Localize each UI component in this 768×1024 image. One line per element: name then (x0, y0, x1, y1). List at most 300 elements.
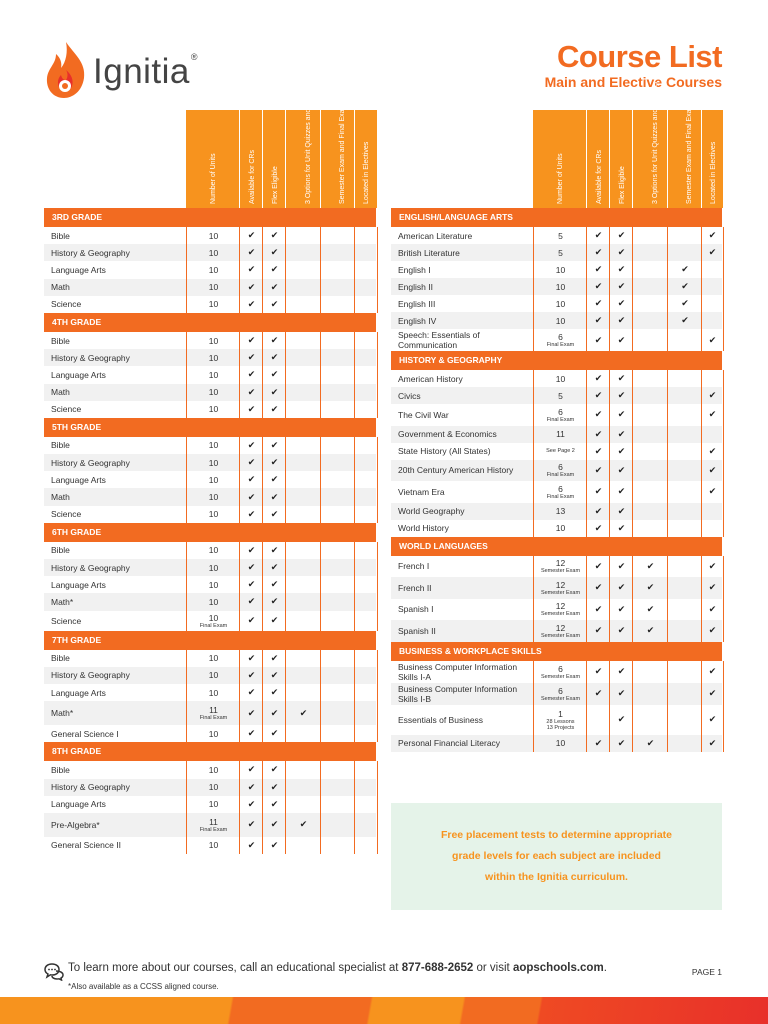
check-cell (239, 611, 263, 631)
units-value: 11 (556, 429, 565, 439)
units-value: 10 (208, 670, 219, 681)
check-cell (586, 295, 610, 312)
units-value: 10 (555, 264, 566, 275)
checkmark-icon: ✔ (594, 486, 603, 497)
check-cell (262, 506, 286, 523)
check-cell (320, 244, 355, 261)
check-cell (632, 735, 668, 752)
check-cell (262, 611, 286, 631)
course-row (44, 813, 376, 837)
checkmark-icon: ✔ (708, 737, 717, 748)
checkmark-icon: ✔ (270, 764, 279, 775)
course-row (44, 471, 376, 488)
check-cell (586, 705, 610, 735)
checkmark-icon: ✔ (270, 508, 279, 519)
section-header: WORLD LANGUAGES (391, 537, 722, 556)
check-cell (667, 278, 702, 295)
check-cell (354, 667, 378, 684)
checkmark-icon: ✔ (299, 819, 308, 830)
check-cell (586, 661, 610, 683)
check-cell (667, 387, 702, 404)
check-cell (354, 542, 378, 559)
check-cell (285, 725, 321, 742)
units-cell (186, 559, 240, 576)
check-cell (239, 401, 263, 418)
units-cell (186, 261, 240, 278)
check-cell (701, 481, 724, 503)
checkmark-icon: ✔ (270, 669, 279, 680)
check-cell (632, 556, 668, 578)
check-cell (667, 227, 702, 244)
units-cell (533, 295, 587, 312)
check-cell (354, 279, 378, 296)
check-cell (609, 460, 633, 482)
check-cell (285, 559, 321, 576)
course-name: Speech: Essentials of Communication (398, 330, 480, 350)
checkmark-icon: ✔ (270, 439, 279, 450)
check-cell (262, 813, 286, 837)
check-cell (632, 387, 668, 404)
checkmark-icon: ✔ (270, 403, 279, 414)
check-cell (632, 683, 668, 705)
units-cell (533, 404, 587, 426)
check-cell (239, 559, 263, 576)
course-row (44, 437, 376, 454)
units-cell (533, 387, 587, 404)
checkmark-icon: ✔ (594, 560, 603, 571)
course-name: Math (51, 387, 70, 398)
checkmark-icon: ✔ (617, 315, 626, 325)
course-name: General Science II (51, 840, 121, 851)
check-cell (262, 779, 286, 796)
units-cell (186, 796, 240, 813)
units-cell (533, 620, 587, 642)
check-cell (667, 705, 702, 735)
checkmark-icon: ✔ (594, 522, 603, 533)
check-cell (354, 349, 378, 366)
brand-name: Ignitia® (93, 52, 199, 91)
course-row (391, 460, 722, 482)
check-cell (285, 349, 321, 366)
check-cell (262, 244, 286, 261)
check-cell (320, 611, 355, 631)
units-value: 12 (555, 601, 566, 612)
check-cell (609, 404, 633, 426)
units-cell (533, 520, 587, 537)
check-cell (285, 796, 321, 813)
check-cell (262, 279, 286, 296)
check-cell (239, 261, 263, 278)
units-cell (186, 401, 240, 418)
checkmark-icon: ✔ (594, 315, 603, 325)
check-cell (320, 349, 355, 366)
checkmark-icon: ✔ (617, 505, 626, 516)
checkmark-icon: ✔ (708, 334, 717, 345)
check-cell (354, 779, 378, 796)
course-name: Science (51, 404, 82, 415)
units-cell (186, 779, 240, 796)
units-value: 10 (555, 281, 566, 292)
check-cell (609, 599, 633, 621)
check-cell (262, 401, 286, 418)
check-cell (701, 443, 724, 460)
course-name: Language Arts (51, 264, 106, 275)
check-cell (262, 454, 286, 471)
check-cell (609, 312, 633, 329)
course-row (44, 611, 376, 631)
course-name: Science (51, 299, 82, 310)
check-cell (586, 244, 610, 261)
check-cell (701, 460, 724, 482)
course-name: Business Computer Information Skills I-A (398, 661, 518, 682)
check-cell (632, 370, 668, 387)
checkmark-icon: ✔ (247, 386, 256, 397)
check-cell (239, 227, 263, 244)
check-cell (632, 481, 668, 503)
check-cell (262, 684, 286, 701)
checkmark-icon: ✔ (247, 562, 256, 573)
column-header: Flex Eligible (262, 110, 286, 208)
checkmark-icon: ✔ (247, 369, 256, 380)
column-header: Number of Units (533, 110, 586, 208)
course-name: History & Geography (51, 782, 130, 793)
check-cell (632, 426, 668, 443)
units-cell (186, 761, 240, 778)
units-cell (186, 296, 240, 313)
check-cell (354, 611, 378, 631)
column-header: Semester Exam and Final Exam (667, 110, 702, 208)
course-name: Science (51, 509, 82, 520)
course-row (44, 667, 376, 684)
course-row (44, 796, 376, 813)
course-row (44, 837, 376, 854)
course-name: English III (398, 298, 436, 309)
check-cell (667, 503, 702, 520)
check-cell (239, 813, 263, 837)
website-link[interactable]: aopschools.com (512, 962, 604, 974)
checkmark-icon: ✔ (617, 281, 626, 291)
title-main: Course List (556, 39, 722, 74)
units-value: 10 (208, 612, 219, 623)
checkmark-icon: ✔ (617, 464, 626, 475)
check-cell (285, 488, 321, 505)
check-cell (609, 503, 633, 520)
check-cell (701, 312, 724, 329)
check-cell (320, 384, 355, 401)
checkmark-icon: ✔ (617, 522, 626, 533)
checkmark-icon: ✔ (594, 390, 603, 400)
check-cell (701, 705, 724, 735)
check-cell (354, 488, 378, 505)
course-row (44, 279, 376, 296)
footer-stripe (0, 997, 768, 1024)
course-name: English I (398, 264, 431, 275)
units-note: Semester Exam (540, 589, 581, 596)
course-name: Government & Economics (398, 429, 497, 439)
check-cell (667, 329, 702, 351)
check-cell (239, 296, 263, 313)
checkmark-icon: ✔ (270, 230, 279, 241)
check-cell (262, 667, 286, 684)
units-cell (186, 488, 240, 505)
checkmark-icon: ✔ (594, 247, 603, 257)
checkmark-icon: ✔ (617, 666, 626, 676)
units-cell (533, 599, 587, 621)
check-cell (239, 471, 263, 488)
check-cell (586, 404, 610, 426)
check-cell (667, 244, 702, 261)
checkmark-icon: ✔ (247, 247, 256, 258)
units-value: 10 (208, 562, 219, 573)
checkmark-icon: ✔ (270, 369, 279, 380)
check-cell (701, 370, 724, 387)
course-row (44, 454, 376, 471)
course-name: Vietnam Era (398, 486, 445, 497)
course-row (391, 661, 722, 683)
checkmark-icon: ✔ (708, 714, 717, 724)
units-value: 10 (555, 738, 566, 748)
course-row (391, 683, 722, 705)
check-cell (632, 705, 668, 735)
checkmark-icon: ✔ (270, 798, 279, 809)
course-name: Spanish II (398, 625, 436, 636)
units-note: Final Exam (199, 622, 228, 629)
units-cell (533, 577, 587, 599)
check-cell (239, 701, 263, 725)
course-name: English IV (398, 315, 437, 326)
units-value: 12 (555, 558, 566, 569)
column-header: Semester Exam and Final Exam (320, 110, 355, 208)
check-cell (320, 761, 355, 778)
units-cell (186, 593, 240, 610)
course-name: Spanish I (398, 604, 434, 615)
checkmark-icon: ✔ (270, 491, 279, 502)
check-cell (701, 404, 724, 426)
check-cell (239, 279, 263, 296)
checkmark-icon: ✔ (617, 230, 626, 240)
course-row (391, 705, 722, 735)
units-value: 10 (208, 299, 219, 310)
checkmark-icon: ✔ (708, 486, 717, 497)
units-value: 10 (208, 440, 219, 451)
course-row (44, 761, 376, 778)
units-value: 10 (555, 523, 566, 533)
checkmark-icon: ✔ (270, 544, 279, 555)
column-header: Available for CRs (586, 110, 610, 208)
check-cell (239, 244, 263, 261)
checkmark-icon: ✔ (594, 409, 603, 420)
ccss-footnote: *Also available as a CCSS aligned course. (68, 982, 219, 991)
check-cell (320, 261, 355, 278)
check-cell (320, 437, 355, 454)
phone-number[interactable]: 877-688-2652 (401, 962, 474, 974)
checkmark-icon: ✔ (247, 544, 256, 555)
units-cell (533, 503, 587, 520)
check-cell (667, 370, 702, 387)
check-cell (701, 683, 724, 705)
check-cell (586, 329, 610, 351)
units-cell (186, 684, 240, 701)
checkmark-icon: ✔ (247, 687, 256, 698)
check-cell (320, 593, 355, 610)
units-value: 10 (208, 687, 219, 698)
course-name: History & Geography (51, 352, 130, 363)
check-cell (239, 542, 263, 559)
check-cell (609, 227, 633, 244)
course-name: Pre-Algebra* (51, 819, 100, 830)
column-header: 3 Options for Unit Quizzes and all Tests (285, 110, 321, 208)
check-cell (239, 779, 263, 796)
section-header: 5TH GRADE (44, 418, 376, 437)
units-cell (186, 227, 240, 244)
course-row (44, 401, 376, 418)
course-name: Language Arts (51, 687, 106, 698)
checkmark-icon: ✔ (594, 298, 603, 308)
checkmark-icon: ✔ (708, 390, 717, 400)
check-cell (285, 576, 321, 593)
section-header: 7TH GRADE (44, 631, 376, 650)
check-cell (262, 650, 286, 667)
checkmark-icon: ✔ (646, 737, 655, 748)
check-cell (262, 296, 286, 313)
check-cell (586, 683, 610, 705)
units-note: 13 Projects (546, 724, 575, 731)
check-cell (320, 488, 355, 505)
units-value: 6 (558, 462, 563, 473)
check-cell (285, 667, 321, 684)
checkmark-icon: ✔ (270, 652, 279, 663)
check-cell (239, 684, 263, 701)
units-value: 13 (555, 506, 566, 516)
course-row (391, 577, 722, 599)
units-value: 11 (209, 816, 218, 827)
check-cell (320, 779, 355, 796)
check-cell (701, 426, 724, 443)
units-cell (533, 705, 587, 735)
units-cell (186, 366, 240, 383)
checkmark-icon: ✔ (617, 603, 626, 614)
check-cell (285, 761, 321, 778)
note-line: within the Ignitia curriculum. (485, 871, 628, 883)
course-name: Essentials of Business (398, 714, 484, 725)
course-row (391, 278, 722, 295)
course-row (391, 520, 722, 537)
checkmark-icon: ✔ (594, 281, 603, 291)
units-value: 10 (208, 596, 219, 607)
check-cell (632, 244, 668, 261)
check-cell (239, 761, 263, 778)
checkmark-icon: ✔ (247, 508, 256, 519)
checkmark-icon: ✔ (708, 445, 717, 456)
units-cell (533, 556, 587, 578)
check-cell (239, 650, 263, 667)
course-row (44, 779, 376, 796)
course-row (44, 244, 376, 261)
check-cell (667, 481, 702, 503)
course-name: World History (398, 523, 449, 533)
units-cell (186, 384, 240, 401)
check-cell (320, 725, 355, 742)
checkmark-icon: ✔ (299, 707, 308, 718)
column-header: Number of Units (186, 110, 239, 208)
units-note: Semester Exam (540, 695, 581, 702)
checkmark-icon: ✔ (594, 582, 603, 593)
course-name: Bible (51, 335, 70, 346)
check-cell (354, 437, 378, 454)
checkmark-icon: ✔ (270, 615, 279, 626)
check-cell (667, 735, 702, 752)
units-cell (533, 370, 587, 387)
units-cell (186, 332, 240, 349)
units-value: 10 (208, 728, 219, 739)
check-cell (354, 401, 378, 418)
check-cell (354, 813, 378, 837)
checkmark-icon: ✔ (708, 464, 717, 475)
units-note: Final Exam (546, 493, 575, 500)
units-value: 12 (555, 622, 566, 633)
check-cell (285, 701, 321, 725)
checkmark-icon: ✔ (646, 603, 655, 614)
units-note: Final Exam (199, 826, 228, 833)
check-cell (667, 577, 702, 599)
units-value: 10 (208, 264, 219, 275)
check-cell (262, 837, 286, 854)
check-cell (262, 576, 286, 593)
units-value: 6 (558, 406, 563, 417)
course-row (44, 684, 376, 701)
course-name: English II (398, 281, 433, 292)
check-cell (609, 387, 633, 404)
checkmark-icon: ✔ (270, 281, 279, 292)
check-cell (586, 227, 610, 244)
checkmark-icon: ✔ (617, 247, 626, 257)
check-cell (667, 295, 702, 312)
course-row (44, 349, 376, 366)
check-cell (320, 667, 355, 684)
check-cell (239, 796, 263, 813)
checkmark-icon: ✔ (247, 728, 256, 739)
check-cell (632, 404, 668, 426)
units-value: 6 (558, 332, 563, 342)
check-cell (609, 370, 633, 387)
section-header: 8TH GRADE (44, 742, 376, 761)
units-cell (186, 279, 240, 296)
checkmark-icon: ✔ (617, 688, 626, 698)
checkmark-icon: ✔ (617, 390, 626, 400)
check-cell (262, 488, 286, 505)
check-cell (239, 725, 263, 742)
units-note: Final Exam (546, 342, 575, 348)
check-cell (586, 443, 610, 460)
check-cell (632, 261, 668, 278)
course-row (44, 366, 376, 383)
check-cell (354, 593, 378, 610)
checkmark-icon: ✔ (594, 625, 603, 636)
check-cell (586, 735, 610, 752)
check-cell (667, 460, 702, 482)
section-header: 4TH GRADE (44, 313, 376, 332)
check-cell (632, 620, 668, 642)
course-row (391, 312, 722, 329)
checkmark-icon: ✔ (270, 687, 279, 698)
units-note: Final Exam (546, 472, 575, 479)
course-row (44, 261, 376, 278)
units-note: Final Exam (199, 715, 228, 722)
course-row (391, 443, 722, 460)
course-row (391, 370, 722, 387)
course-name: The Civil War (398, 409, 449, 420)
units-cell (533, 261, 587, 278)
